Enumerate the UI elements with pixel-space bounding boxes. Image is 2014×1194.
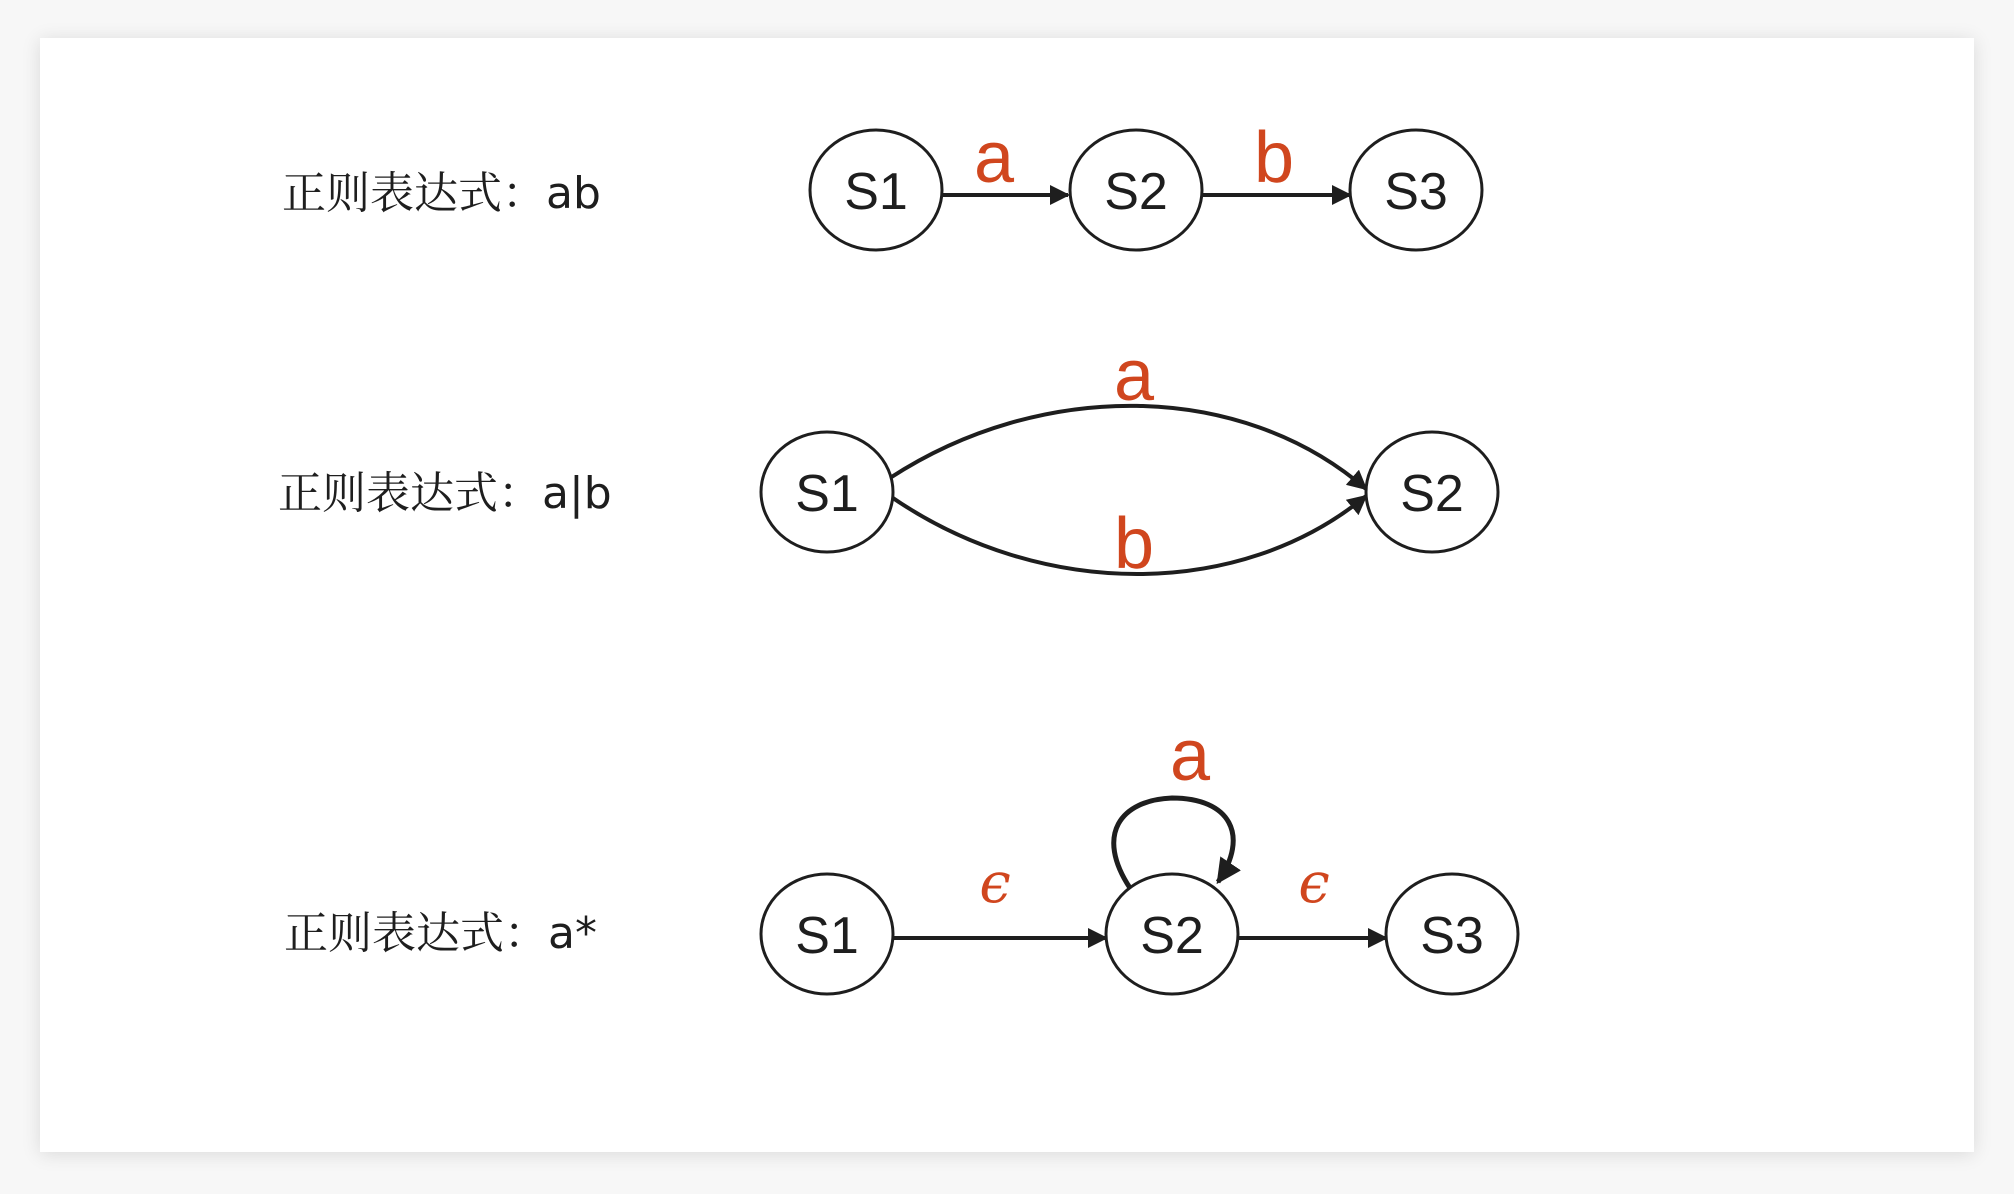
row-ab [282, 118, 1482, 250]
row-a-or-b [278, 336, 1498, 584]
edge-label-a: a [973, 118, 1015, 198]
state-s2 [1070, 130, 1202, 250]
state-label: S3 [1420, 907, 1484, 965]
regex-label-a-star: 正则表达式：a* [284, 908, 597, 959]
state-label: S1 [795, 907, 859, 965]
state-s3 [1386, 874, 1518, 994]
edge-label-epsilon: ϵ [1298, 851, 1330, 916]
edge-label-epsilon: ϵ [979, 851, 1011, 916]
edge-label-b: b [1113, 504, 1155, 584]
state-label: S2 [1140, 907, 1204, 965]
state-label: S2 [1400, 465, 1464, 523]
regex-label-ab: 正则表达式：ab [282, 168, 601, 219]
state-label: S3 [1384, 163, 1448, 221]
regex-label-a-or-b: 正则表达式：a|b [278, 468, 612, 519]
edge-label-a: a [1169, 716, 1211, 796]
state-s3 [1350, 130, 1482, 250]
state-s1 [810, 130, 942, 250]
state-s1 [761, 874, 893, 994]
state-label: S2 [1104, 163, 1168, 221]
state-label: S1 [795, 465, 859, 523]
state-s1 [761, 432, 893, 552]
row-a-star [284, 716, 1518, 994]
state-s2 [1106, 874, 1238, 994]
state-s2 [1366, 432, 1498, 552]
edge-s1-s2-a [890, 406, 1366, 489]
edge-label-a: a [1113, 336, 1155, 416]
state-label: S1 [844, 163, 908, 221]
edge-label-b: b [1253, 118, 1295, 198]
